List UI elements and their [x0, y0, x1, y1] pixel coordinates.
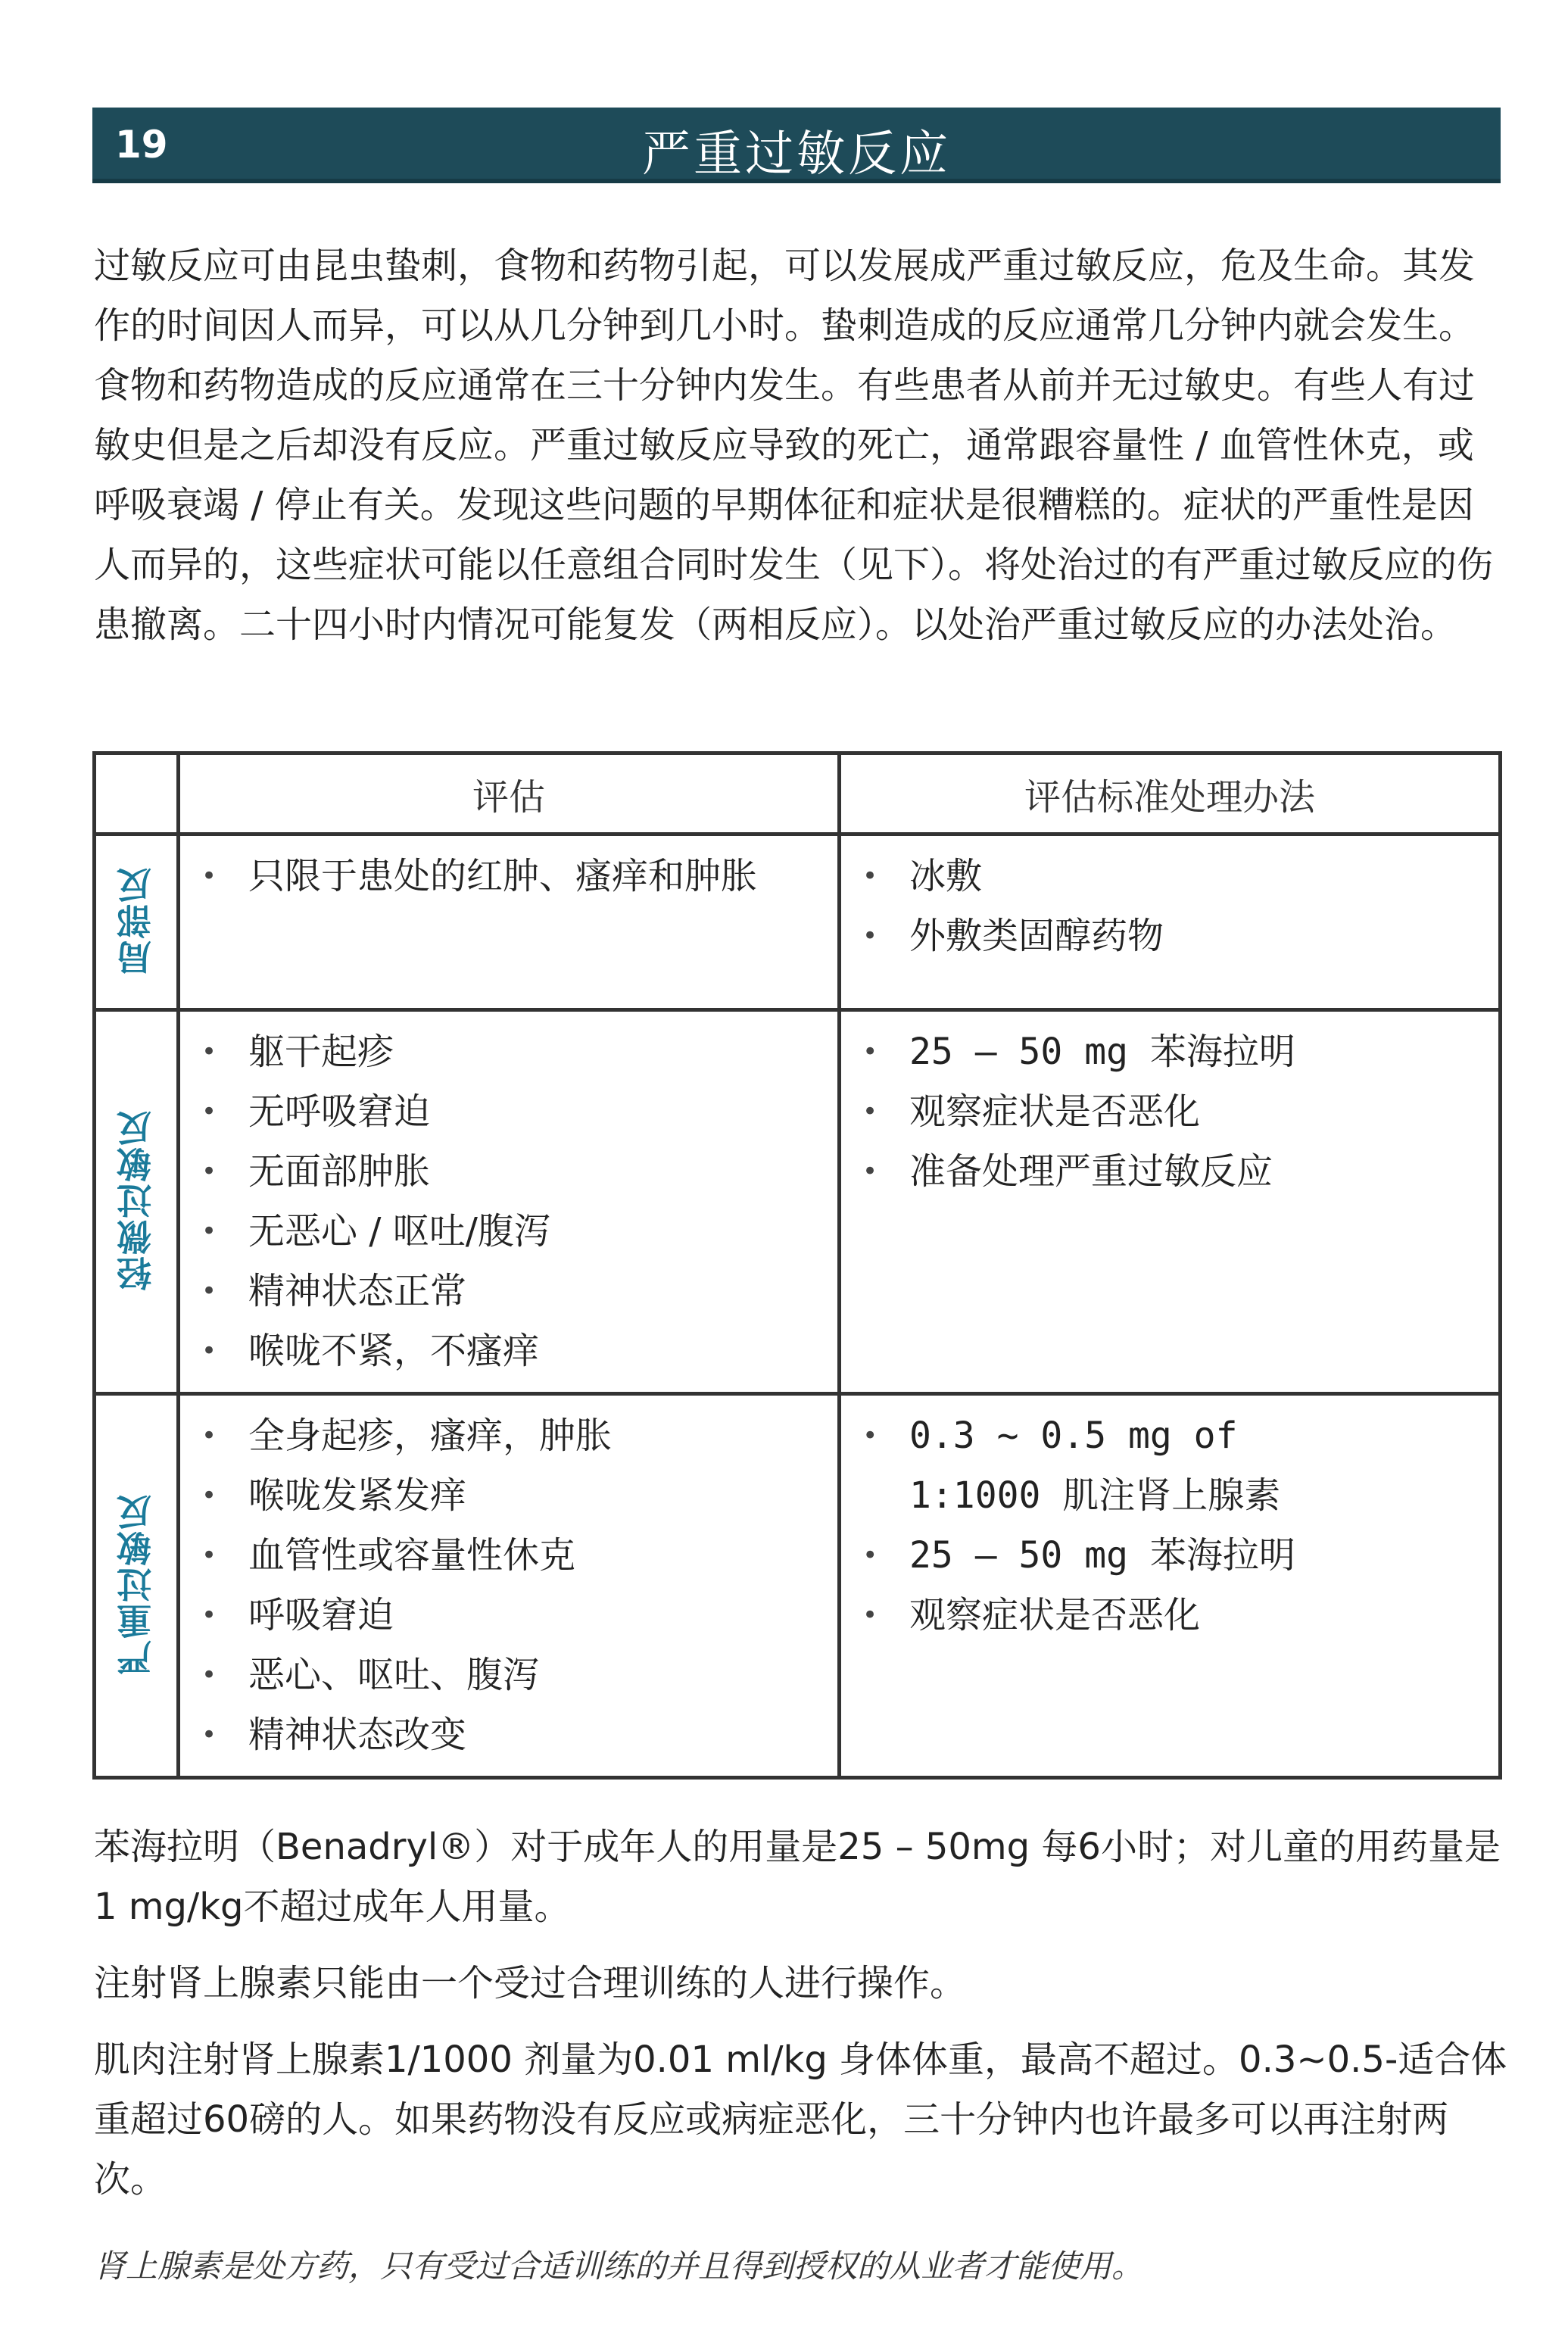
page-header	[92, 108, 1501, 183]
row-label-cell	[95, 1010, 179, 1394]
header-corner-cell	[95, 753, 179, 834]
list-item: • 冰敷	[862, 847, 1483, 906]
table-row-mild	[95, 1010, 1501, 1394]
note-epinephrine-dose: 肌肉注射肾上腺素1/1000 剂量为0.01 ml/kg 身体体重，最高不超过。0.3~0.5-适合体重超过60磅的人。如果药物没有反应或病症恶化，三十分钟内也许最多可以再注射两次。	[94, 2039, 1507, 2201]
list-item: • 准备处理严重过敏反应	[862, 1142, 1483, 1202]
list-item: • 恶心、呕吐、腹泻	[201, 1645, 822, 1705]
list-item: • 精神状态改变	[201, 1705, 822, 1765]
treatment-cell	[840, 1010, 1501, 1394]
footnote: 肾上腺素是处方药，只有受过合适训练的并且得到授权的从业者才能使用。	[94, 2248, 1144, 2285]
note-benadryl: 苯海拉明（Benadryl®）对于成年人的用量是25 – 50mg 每6小时；对儿童的用药量是1 mg/kg不超过成年人用量。	[94, 1826, 1501, 1928]
assessment-cell	[179, 1010, 840, 1394]
assessment-list	[180, 1396, 837, 1776]
treatment-cell	[840, 834, 1501, 1010]
dosage-notes	[94, 1817, 1517, 2226]
table-row-local	[95, 834, 1501, 1010]
list-item: • 无呼吸窘迫	[201, 1082, 822, 1142]
treatment-list	[841, 836, 1498, 977]
row-label-cell	[95, 1394, 179, 1778]
row-label-local: 局部反	[116, 866, 157, 975]
row-label-cell	[95, 834, 179, 1010]
list-item: • 无面部肿胀	[201, 1142, 822, 1202]
header-assessment: 评估	[179, 753, 840, 834]
treatment-cell	[840, 1394, 1501, 1778]
assessment-cell	[179, 834, 840, 1010]
list-item: • 喉咙不紧，不瘙痒	[201, 1321, 822, 1381]
list-item: • 躯干起疹	[201, 1022, 822, 1082]
list-item: • 无恶心 / 呕吐/腹泻	[201, 1202, 822, 1262]
header-treatment: 评估标准处理办法	[840, 753, 1501, 834]
list-item: • 0.3 ~ 0.5 mg of 1:1000 肌注肾上腺素	[862, 1406, 1483, 1526]
triage-table	[92, 751, 1502, 1780]
list-item: • 喉咙发紧发痒	[201, 1466, 822, 1526]
list-item: • 25 – 50 mg 苯海拉明	[862, 1022, 1483, 1082]
list-item: • 血管性或容量性休克	[201, 1526, 822, 1586]
table-row-severe	[95, 1394, 1501, 1778]
assessment-cell	[179, 1394, 840, 1778]
intro-paragraph: 过敏反应可由昆虫蛰刺，食物和药物引起，可以发展成严重过敏反应，危及生命。其发作的时间因人而异，可以从几分钟到几小时。蛰刺造成的反应通常几分钟内就会发生。食物和药物造成的反应通常在三十分钟内发生。有些患者从前并无过敏史。有些人有过敏史但是之后却没有反应。严重过敏反应导致的死亡，通常跟容量性 / 血管性休克，或呼吸衰竭 / 停止有关。发现这些问题的早期体征和症状是很糟糕的。症状的严重性是因人而异的，这些症状可能以任意组合同时发生（见下）。将处治过的有严重过敏反应的伤患撤离。二十四小时内情况可能复发（两相反应）。以处治严重过敏反应的办法处治。	[94, 245, 1494, 646]
treatment-list	[841, 1396, 1498, 1656]
page-number: 19	[115, 123, 168, 167]
table-header-row	[95, 753, 1501, 834]
list-item: • 精神状态正常	[201, 1262, 822, 1321]
list-item: • 25 – 50 mg 苯海拉明	[862, 1526, 1483, 1586]
list-item: • 只限于患处的红肿、瘙痒和肿胀	[201, 847, 822, 906]
list-item: • 呼吸窘迫	[201, 1586, 822, 1645]
assessment-list	[180, 1012, 837, 1392]
list-item: • 观察症状是否恶化	[862, 1082, 1483, 1142]
row-label-mild: 轻微过敏反	[116, 1109, 157, 1291]
note-injection-training: 注射肾上腺素只能由一个受过合理训练的人进行操作。	[94, 1962, 967, 2004]
list-item: • 外敷类固醇药物	[862, 906, 1483, 966]
row-label-severe: 严重过敏反	[116, 1493, 157, 1675]
list-item: • 观察症状是否恶化	[862, 1586, 1483, 1645]
list-item: • 全身起疹，瘙痒，肿胀	[201, 1406, 822, 1466]
page-title: 严重过敏反应	[642, 126, 951, 182]
treatment-list	[841, 1012, 1498, 1212]
assessment-list	[180, 836, 837, 917]
